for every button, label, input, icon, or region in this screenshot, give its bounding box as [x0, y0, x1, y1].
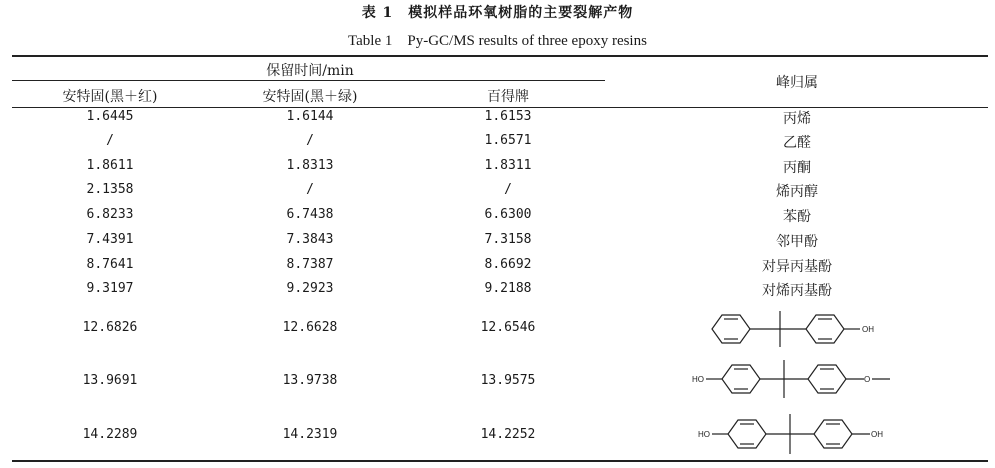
retention-time-c1: 8.7641 [86, 257, 134, 272]
header-retention-time: 保留时间/min [266, 63, 354, 79]
retention-time-c2: 12.6628 [282, 320, 338, 335]
o-label: O [864, 375, 871, 384]
top-rule [12, 55, 988, 57]
peak-assignment: 乙醛 [783, 135, 811, 151]
oh-label: OH [871, 430, 883, 439]
retention-time-c1: 1.6445 [86, 109, 134, 124]
retention-time-c2: 8.7387 [286, 257, 334, 272]
retention-time-c3: 6.6300 [484, 207, 532, 222]
peak-assignment: 丙烯 [783, 111, 811, 127]
peak-assignment: 对异丙基酚 [762, 259, 832, 275]
retention-time-c1: 9.3197 [86, 281, 134, 296]
retention-time-c2: 13.9738 [282, 373, 338, 388]
retention-time-c3: 12.6546 [480, 320, 536, 335]
retention-time-c2: 9.2923 [286, 281, 334, 296]
retention-time-c3: 1.6153 [484, 109, 532, 124]
retention-time-c3: 9.2188 [484, 281, 532, 296]
bottom-rule [12, 460, 988, 462]
peak-assignment: 丙酮 [783, 160, 811, 176]
retention-time-c1: 2.1358 [86, 182, 134, 197]
retention-time-c3: 1.8311 [484, 158, 532, 173]
retention-time-c1: / [106, 133, 114, 148]
retention-time-c3: 7.3158 [484, 232, 532, 247]
table-title-en: Table 1 Py-GC/MS results of three epoxy resins [348, 33, 647, 49]
retention-time-c3: 8.6692 [484, 257, 532, 272]
header-col3: 百得牌 [487, 89, 529, 105]
structure-bisphenol-a-monomethyl-ether [688, 356, 908, 402]
retention-time-c2: / [306, 182, 314, 197]
table-title-cn: 表 1 模拟样品环氧树脂的主要裂解产物 [361, 5, 634, 21]
retention-time-c3: 13.9575 [480, 373, 536, 388]
peak-assignment: 对烯丙基酚 [762, 283, 832, 299]
retention-time-c1: 7.4391 [86, 232, 134, 247]
header-col2: 安特固(黑＋绿) [262, 89, 358, 105]
retention-time-c3: 1.6571 [484, 133, 532, 148]
retention-time-c1: 6.8233 [86, 207, 134, 222]
structure-phenyl-cumyl-phenol [700, 307, 900, 351]
peak-assignment: 烯丙醇 [776, 184, 818, 200]
header-peak-assignment: 峰归属 [776, 75, 818, 91]
retention-time-c1: 14.2289 [82, 427, 138, 442]
retention-time-c2: 1.8313 [286, 158, 334, 173]
retention-time-c2: / [306, 133, 314, 148]
header-col1: 安特固(黑＋红) [62, 89, 158, 105]
peak-assignment: 邻甲酚 [776, 234, 818, 250]
retention-time-c1: 12.6826 [82, 320, 138, 335]
retention-time-c2: 14.2319 [282, 427, 338, 442]
ho-label: HO [698, 430, 710, 439]
ho-label: HO [692, 375, 704, 384]
retention-time-c2: 7.3843 [286, 232, 334, 247]
retention-time-c2: 6.7438 [286, 207, 334, 222]
retention-time-c1: 13.9691 [82, 373, 138, 388]
structure-bisphenol-a [694, 410, 904, 456]
retention-time-c3: 14.2252 [480, 427, 536, 442]
retention-time-c1: 1.8611 [86, 158, 134, 173]
retention-time-c3: / [504, 182, 512, 197]
peak-assignment: 苯酚 [783, 209, 811, 225]
retention-time-c2: 1.6144 [286, 109, 334, 124]
oh-label: OH [862, 325, 874, 334]
group-rule [12, 80, 605, 81]
